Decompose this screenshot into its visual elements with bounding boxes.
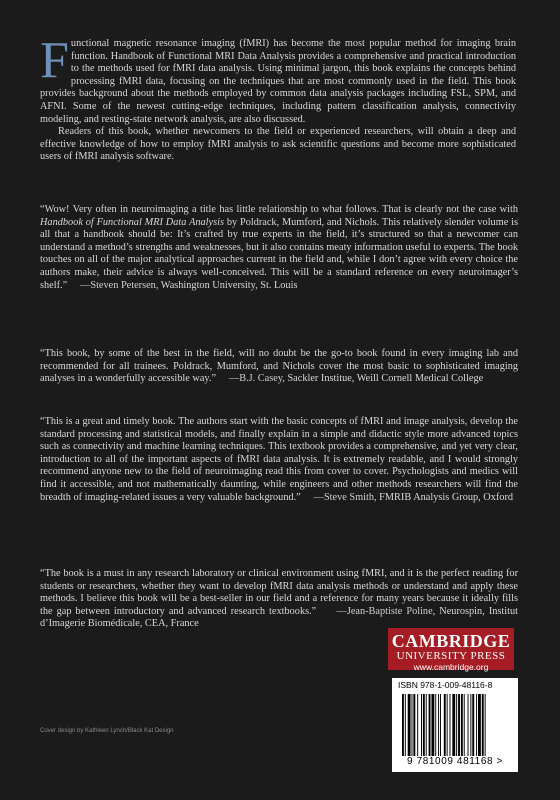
quote-author: —B.J. Casey, xyxy=(228,373,285,385)
quote-text: “This book, by some of the best in the field, will no doubt be the go-to book found in every imaging lab and recommended for all trainees. Poldrack, Mumford, and Nichols cover the most basic to sophisticated imaging analyses in a wonderfully accessible way.” xyxy=(40,348,518,385)
review-quote-smith xyxy=(40,416,518,504)
quote-affiliation: Sackler Institue, Weill Cornell Medical College xyxy=(287,373,484,385)
review-quote-casey xyxy=(40,348,518,386)
cover-design-credit: Cover design by Kathleen Lynch/Black Kat Design xyxy=(40,728,174,734)
quote-affiliation: FMRIB Analysis Group, Oxford xyxy=(379,491,514,503)
quote-text: by Poldrack, Mumford, and Nichols. This relatively slender volume is all that a handbook should be: It’s crafted by true experts in the field, it’s structured so that a newcomer can understand a method’s strengths and weaknesses, but it also contains meaty information useful to experts. The book touches on all of the major analytical approaches current in the field and, while I don’t agree with every choice the authors make, their advice is always well-conceived. This will be a standard reference on every neuroimager’s shelf.” xyxy=(40,216,518,291)
quote-text: “This is a great and timely book. The authors start with the basic concepts of fMRI and image analysis, develop the standard processing and statistical models, and finally explain in a simple and didactic style more advanced topics such as connectivity and machine learning techniques. This textbook provides a comprehensive, and yet very clear, introduction to all of the important aspects of fMRI data analysis. It is extremely readable, and I would strongly recommend anyone new to the field of neuroimaging read this from cover to cover. Psychologists and medics will find it accessible, and not mathematically daunting, while engineers and other methods researchers will find the breadth of imaging-related issues a very valuable background.” xyxy=(40,416,518,503)
quote-text: “The book is a must in any research laboratory or clinical environment using fMRI, and it is the perfect reading for students or researchers, whether they want to develop fMRI data analysis methods or understand and apply these methods. I believe this book will be a best-seller in our field and a reference for many years because it ideally fills the gap between introductory and advanced research textbooks.” xyxy=(40,568,518,617)
quote-book-title: Handbook of Functional MRI Data Analysis xyxy=(40,216,224,228)
isbn-barcode xyxy=(392,678,518,772)
isbn-label: ISBN 978-1-009-48116-8 xyxy=(398,680,493,690)
drop-cap: F xyxy=(40,32,69,89)
quote-affiliation: Neurospin, Institut d’Imagerie Biomédicale, CEA, France xyxy=(40,605,518,630)
publisher-url: www.cambridge.org xyxy=(413,662,489,672)
description-paragraph-2: Readers of this book, whether newcomers to the field or experienced researchers, will obtain a deep and effective knowledge of how to employ fMRI analysis to ask scientific questions and become more sophisticated users of fMRI analysis software. xyxy=(40,126,516,163)
quote-author: —Steven Petersen, xyxy=(80,279,159,291)
quote-text: “Wow! Very often in neuroimaging a title has little relationship to what follows. That is clearly not the case with xyxy=(40,204,518,215)
description-paragraph-1: unctional magnetic resonance imaging (fMRI) has become the most popular method for imaging brain function. Handbook of Functional MRI Data Analysis provides a comprehensive and practical introduction to the methods used for fMRI data analysis. Using minimal jargon, this book explains the concepts behind processing fMRI data, focusing on the techniques that are most commonly used in the field. This book provides background about the methods employed by common data analysis packages including FSL, SPM, and AFNI. Some of the newest cutting-edge techniques, including pattern classification analysis, connectivity modeling, and resting-state network analysis, are also discussed. xyxy=(40,38,516,125)
publisher-logo xyxy=(388,628,514,670)
isbn-digits: 9 781009 481168 > xyxy=(407,756,503,767)
review-quote-petersen xyxy=(40,204,518,292)
quote-author: —Steve Smith, xyxy=(313,491,377,503)
book-description xyxy=(40,32,516,164)
review-quote-poline xyxy=(40,568,518,631)
publisher-press: UNIVERSITY PRESS xyxy=(396,650,506,662)
barcode-bars xyxy=(402,694,512,756)
publisher-name: CAMBRIDGE xyxy=(391,631,511,651)
quote-affiliation: Washington University, St. Louis xyxy=(160,279,298,291)
quote-author: —Jean-Baptiste Poline, xyxy=(336,605,436,617)
